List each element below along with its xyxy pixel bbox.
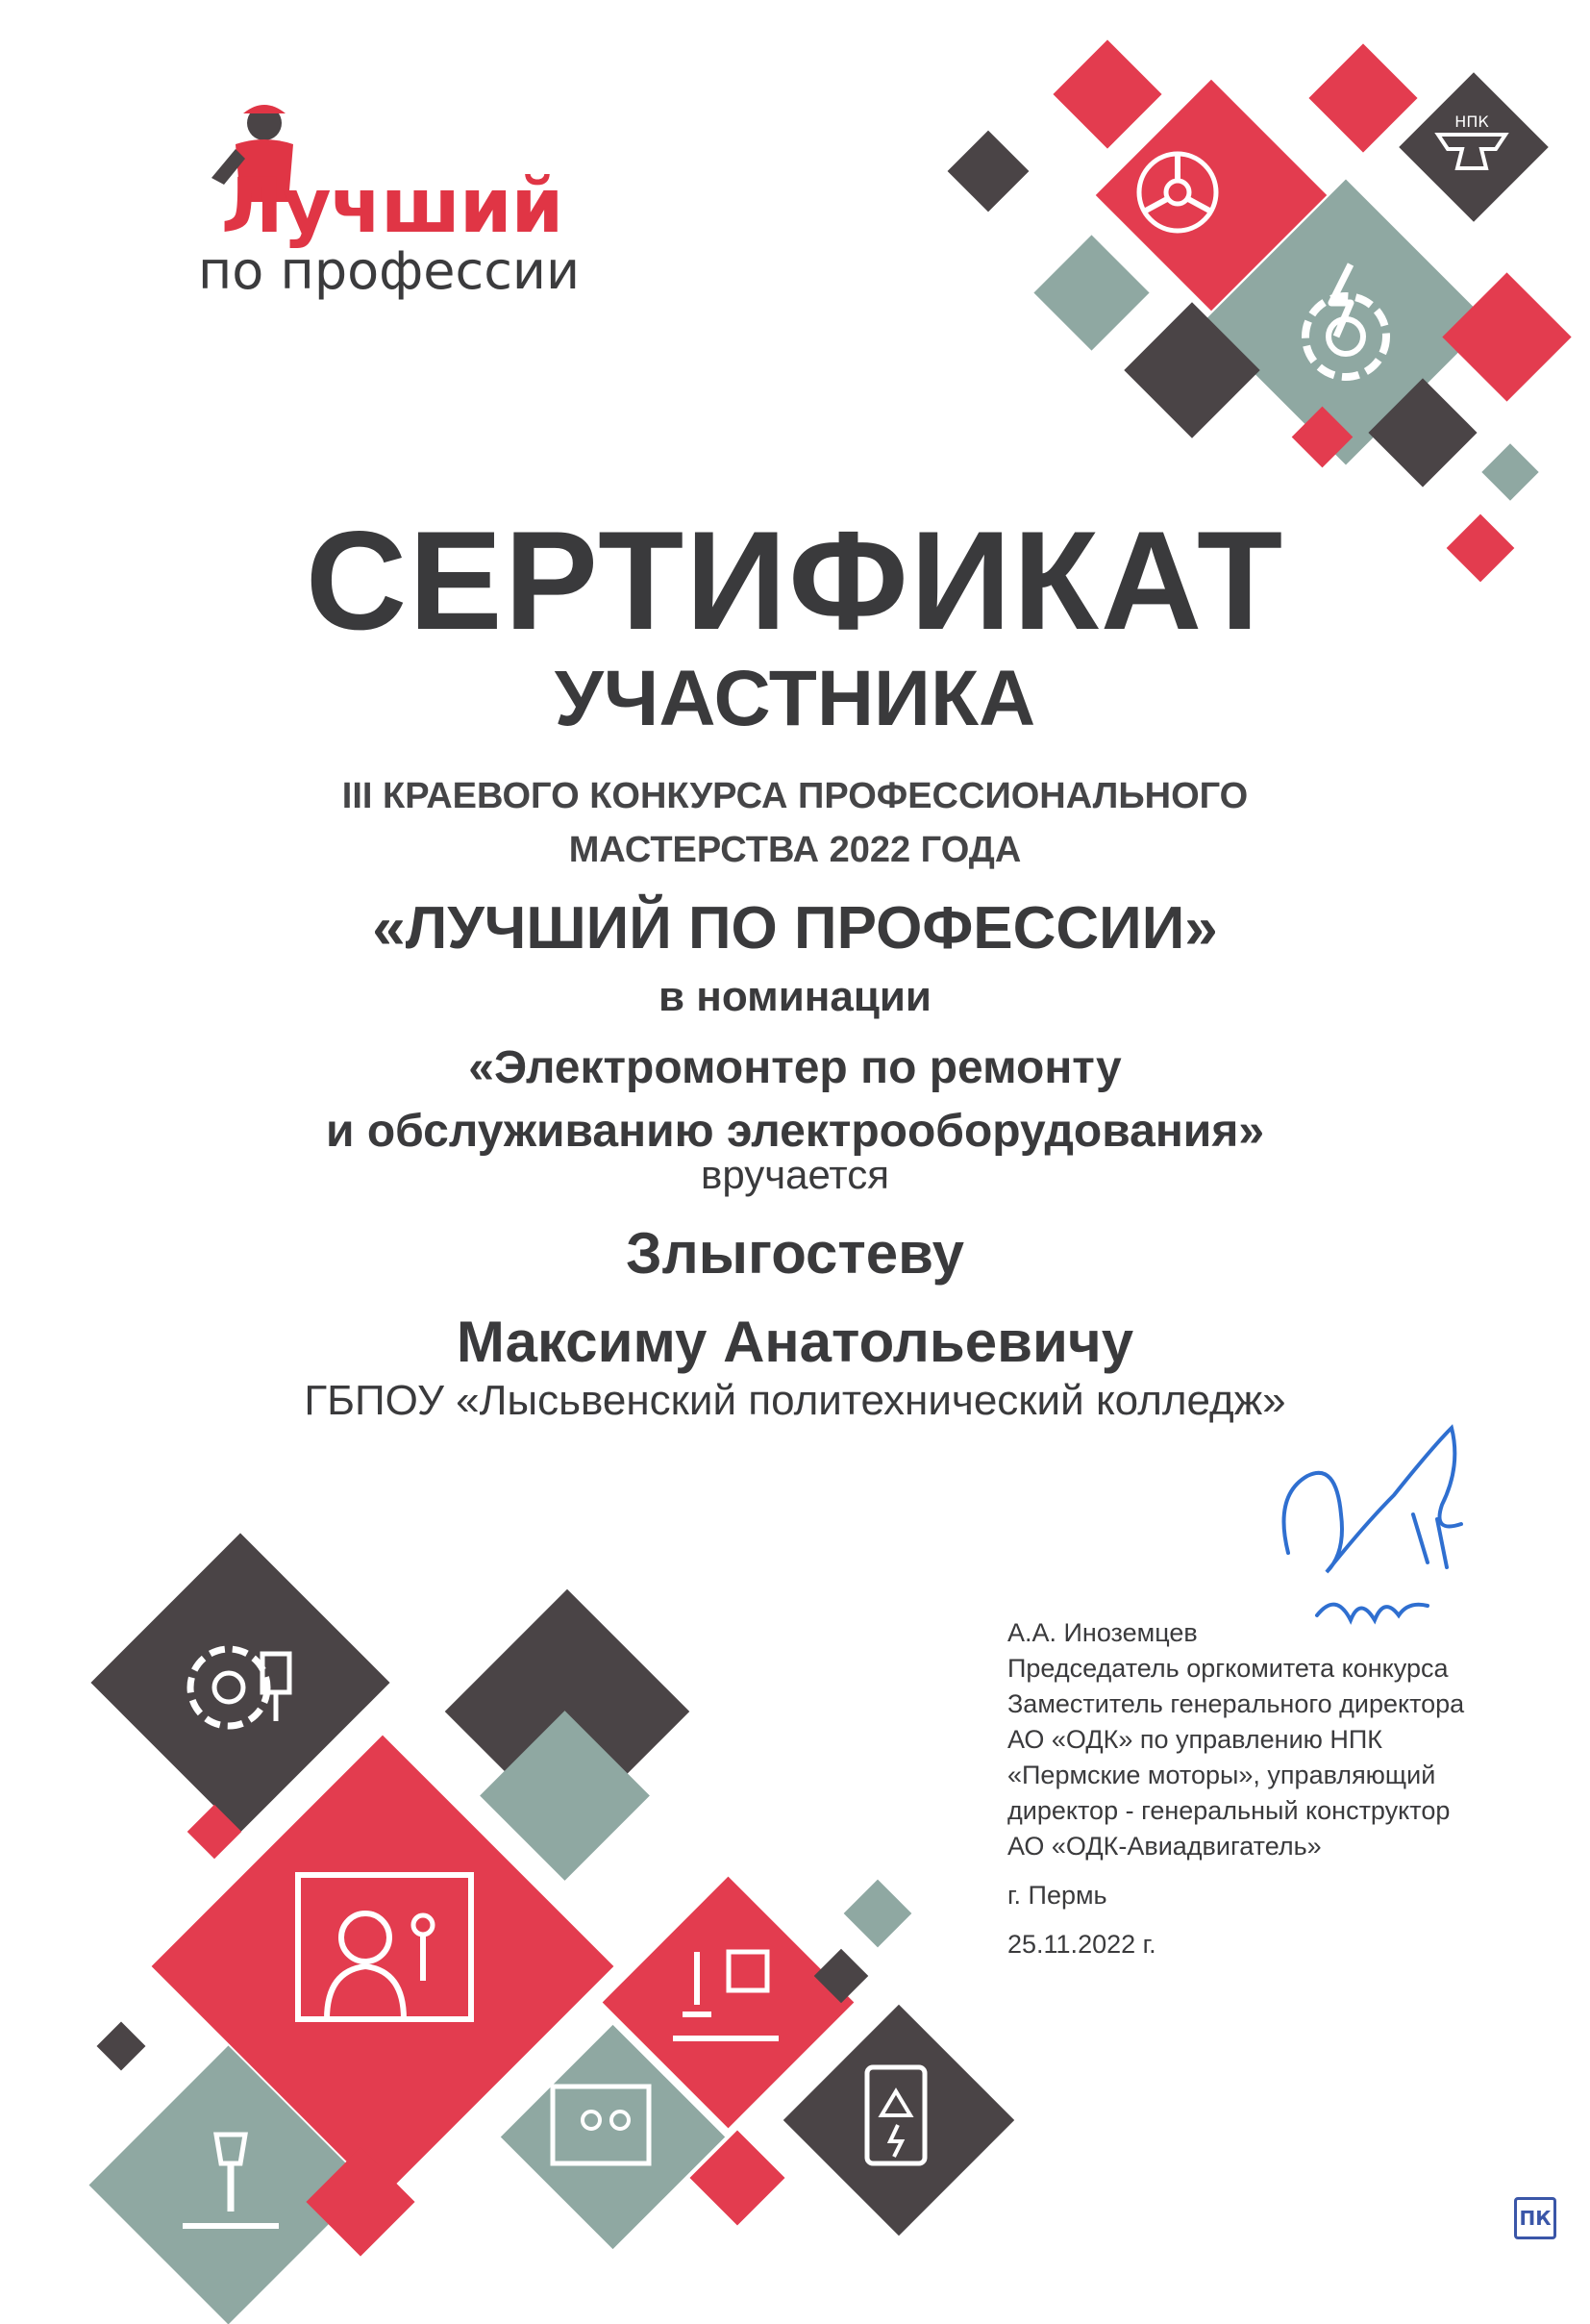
nomination-name [0,1037,1590,1163]
logo-subtitle: по профессии [198,240,581,301]
organization: ГБПОУ «Лысьвенский политехнический колледж» [304,1377,1286,1424]
signatory-line: АО «ОДК-Авиадвигатель» [1007,1832,1322,1861]
city: г. Пермь [1007,1881,1107,1910]
circuit-icon [538,2067,663,2183]
certificate-title: СЕРТИФИКАТ [305,502,1285,659]
signatory-block [1007,1615,1488,1962]
contest-logo [183,96,586,308]
3d-printer-icon [663,1933,788,2058]
contest-line-1: III КРАЕВОГО КОНКУРСА ПРОФЕССИОНАЛЬНОГО [341,776,1249,816]
turbine-icon [1125,139,1230,245]
meter-icon [848,2053,944,2178]
svg-text:НПК: НПК [1454,112,1489,131]
nomination-label: в номинации [658,973,932,1020]
contest-description [0,769,1590,877]
spacer [1007,1913,1488,1927]
lightning-gear-icon [1269,245,1423,399]
certificate-subtitle: УЧАСТНИКА [554,655,1036,742]
recipient-name [0,1210,1590,1387]
nomination-line-1: «Электромонтер по ремонту [468,1042,1122,1093]
date: 25.11.2022 г. [1007,1930,1156,1959]
recipient-given-names: Максиму Анатольевичу [456,1310,1134,1374]
signatory-line: директор - генеральный конструктор [1007,1796,1451,1825]
signature-image [1269,1409,1519,1649]
operator-icon [288,1865,481,2058]
signatory-name: А.А. Иноземцев [1007,1618,1198,1647]
awarded-text: вручается [701,1152,889,1197]
gear-machine-icon [171,1615,315,1760]
signatory-line: Председатель оргкомитета конкурса [1007,1654,1449,1683]
contest-name: «ЛУЧШИЙ ПО ПРОФЕССИИ» [372,895,1218,962]
signatory-line: Заместитель генерального директора [1007,1689,1465,1718]
signatory-line: АО «ОДК» по управлению НПК [1007,1725,1383,1754]
drill-icon [168,2125,293,2250]
signatory-line: «Пермские моторы», управляющий [1007,1761,1436,1789]
logo-title: Лучший [221,163,563,250]
college-badge: ПК [1514,2197,1556,2239]
spacer [1007,1864,1488,1878]
contest-line-2: МАСТЕРСТВА 2022 ГОДА [568,830,1022,870]
anvil-icon [1429,106,1515,183]
recipient-surname: Злыгостеву [626,1221,964,1286]
nomination-line-2: и обслуживанию электрооборудования» [325,1106,1265,1157]
